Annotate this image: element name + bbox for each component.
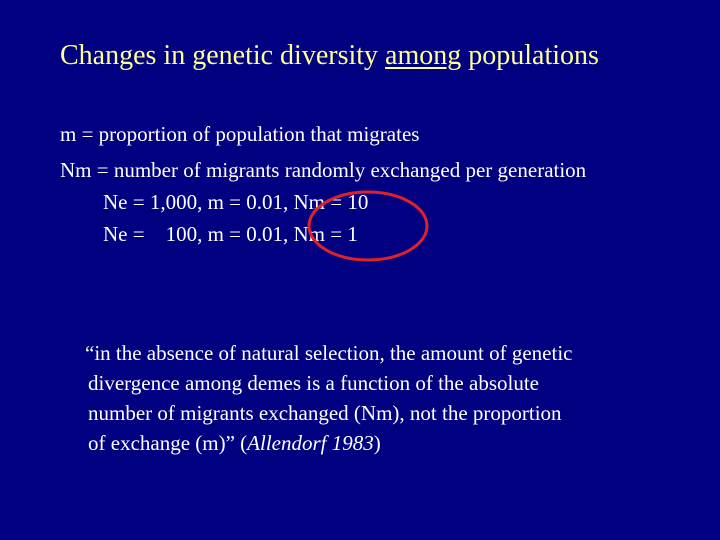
title-text-before: Changes in genetic diversity bbox=[60, 40, 386, 71]
slide-title bbox=[60, 38, 599, 74]
allendorf-quote bbox=[85, 338, 573, 458]
quote-line-2: divergence among demes is a function of the absolute bbox=[88, 371, 539, 395]
quote-line-4 bbox=[88, 428, 572, 458]
quote-line-4-suffix: ) bbox=[373, 431, 381, 455]
quote-author: Allendorf 1983 bbox=[247, 431, 374, 455]
example-line-1: Ne = 1,000, m = 0.01, Nm = 10 bbox=[103, 190, 369, 214]
title-text-after: populations bbox=[461, 40, 599, 71]
title-underlined-word: among bbox=[385, 40, 462, 71]
quote-line-1: “in the absence of natural selection, the amount of genetic bbox=[85, 341, 573, 365]
nm-definition: Nm = number of migrants randomly exchanged per generation bbox=[60, 158, 587, 182]
quote-line-3: number of migrants exchanged (Nm), not the proportion bbox=[88, 401, 562, 425]
example-line-2: Ne = 100, m = 0.01, Nm = 1 bbox=[103, 222, 358, 246]
m-definition: m = proportion of population that migrates bbox=[60, 122, 420, 146]
quote-line-4-prefix: of exchange (m)” ( bbox=[88, 431, 248, 455]
